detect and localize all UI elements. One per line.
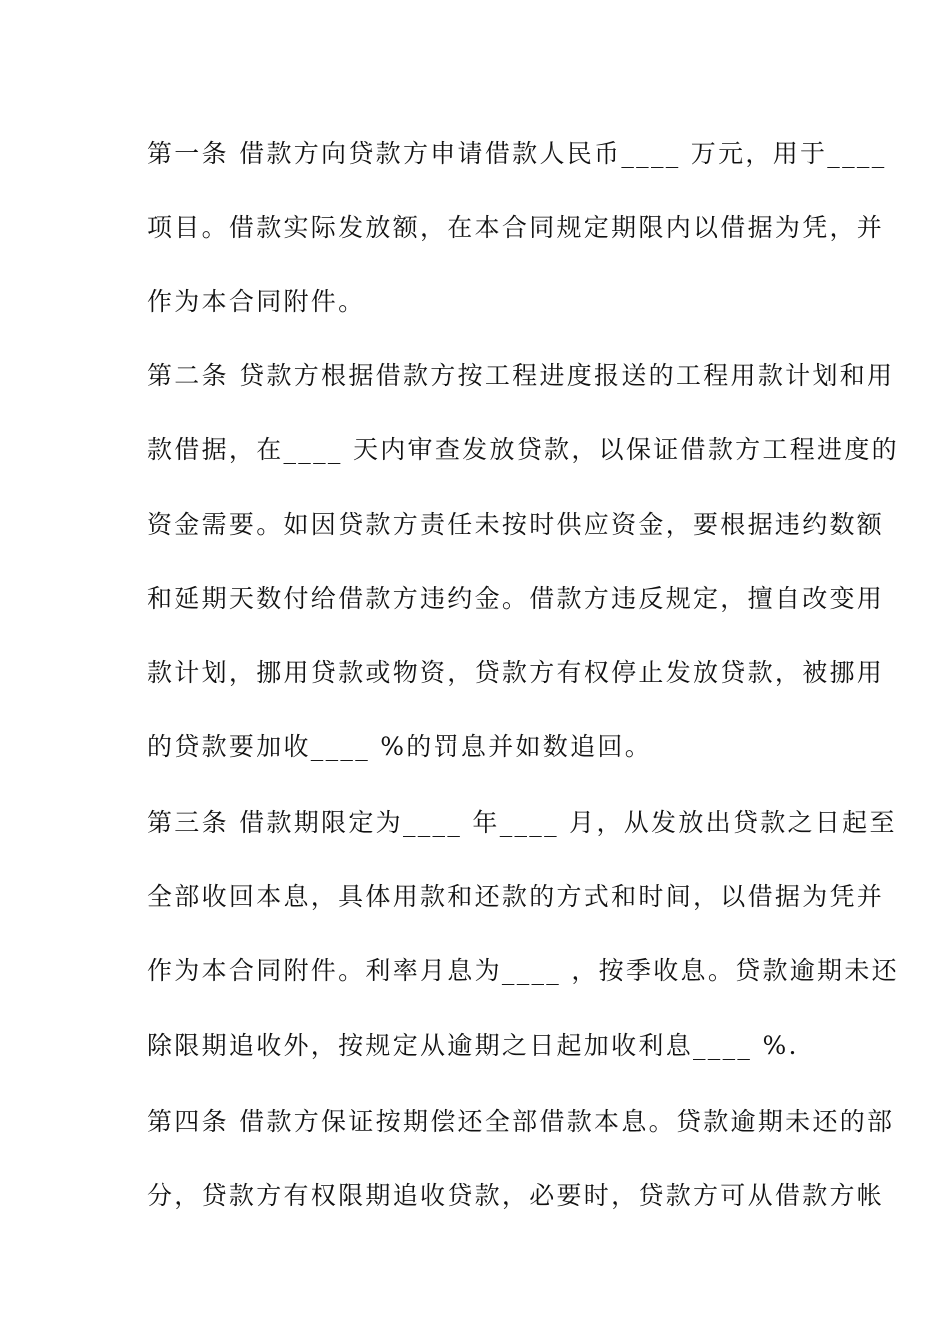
- article-1-line-3: 作为本合同附件。: [147, 287, 366, 316]
- article-3-line-2: 全部收回本息，具体用款和还款的方式和时间，以借据为凭并: [147, 882, 885, 911]
- article-1-line-1: 第一条 借款方向贷款方申请借款人民币____ 万元，用于____: [147, 139, 887, 168]
- article-3-line-3: 作为本合同附件。利率月息为____ ，按季收息。贷款逾期未还: [147, 956, 899, 985]
- article-2-line-1: 第二条 贷款方根据借款方按工程进度报送的工程用款计划和用: [147, 361, 895, 390]
- article-3-line-1: 第三条 借款期限定为____ 年____ 月，从发放出贷款之日起至: [147, 808, 897, 837]
- article-2-line-4: 和延期天数付给借款方违约金。借款方违反规定，擅自改变用: [147, 584, 885, 613]
- article-4-line-2: 分，贷款方有权限期追收贷款，必要时，贷款方可从借款方帐: [147, 1181, 885, 1210]
- article-3-line-4: 除限期追收外，按规定从逾期之日起加收利息____ %.: [147, 1031, 799, 1060]
- article-2-line-5: 款计划，挪用贷款或物资，贷款方有权停止发放贷款，被挪用: [147, 658, 885, 687]
- article-2-line-2: 款借据，在____ 天内审查发放贷款，以保证借款方工程进度的: [147, 435, 899, 464]
- article-1-line-2: 项目。借款实际发放额，在本合同规定期限内以借据为凭，并: [147, 213, 885, 242]
- article-4-line-1: 第四条 借款方保证按期偿还全部借款本息。贷款逾期未还的部: [147, 1107, 895, 1136]
- article-2-line-6: 的贷款要加收____ %的罚息并如数追回。: [147, 732, 653, 761]
- article-2-line-3: 资金需要。如因贷款方责任未按时供应资金，要根据违约数额: [147, 510, 885, 539]
